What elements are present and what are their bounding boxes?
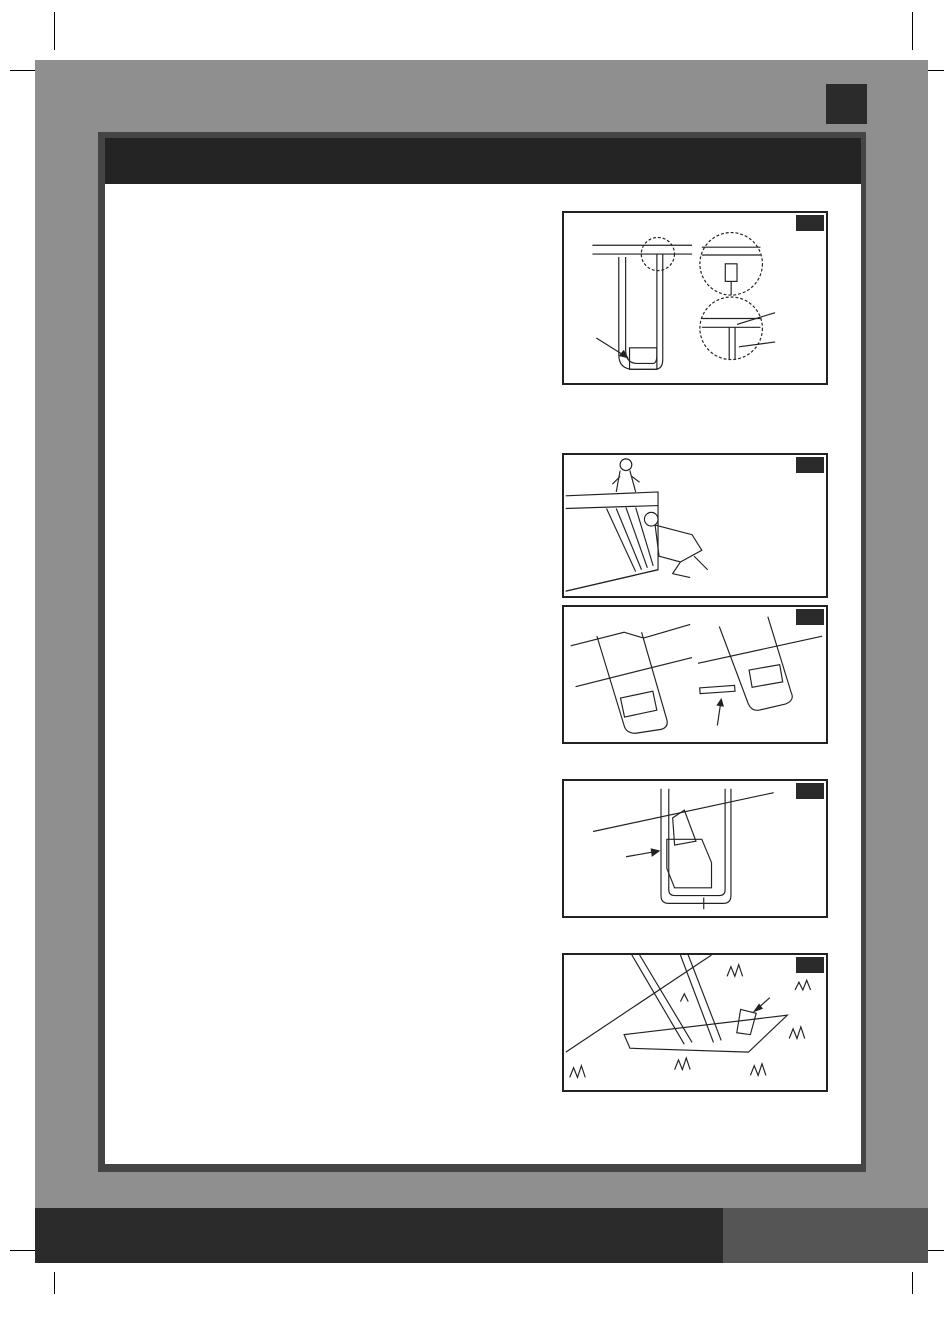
section-header-bar xyxy=(105,138,861,184)
crop-mark xyxy=(912,12,913,50)
figure-5 xyxy=(562,953,828,1092)
crop-mark xyxy=(54,12,55,50)
figure-4 xyxy=(562,779,828,918)
figure-3 xyxy=(562,605,828,744)
pin-detail-illustration xyxy=(564,781,826,916)
installation-scene-illustration xyxy=(564,455,826,596)
crop-mark xyxy=(10,1250,38,1251)
figure-2 xyxy=(562,453,828,598)
figure-1 xyxy=(562,211,828,385)
foot-cap-illustration xyxy=(564,607,826,742)
page-number-tab xyxy=(826,84,867,124)
ground-cloth-illustration xyxy=(564,955,826,1090)
support-connection-illustration xyxy=(564,213,826,383)
crop-mark xyxy=(54,1272,55,1294)
crop-mark xyxy=(10,70,38,71)
footer-bar xyxy=(35,1208,723,1263)
crop-mark xyxy=(912,1272,913,1294)
footer-tab xyxy=(723,1208,928,1263)
